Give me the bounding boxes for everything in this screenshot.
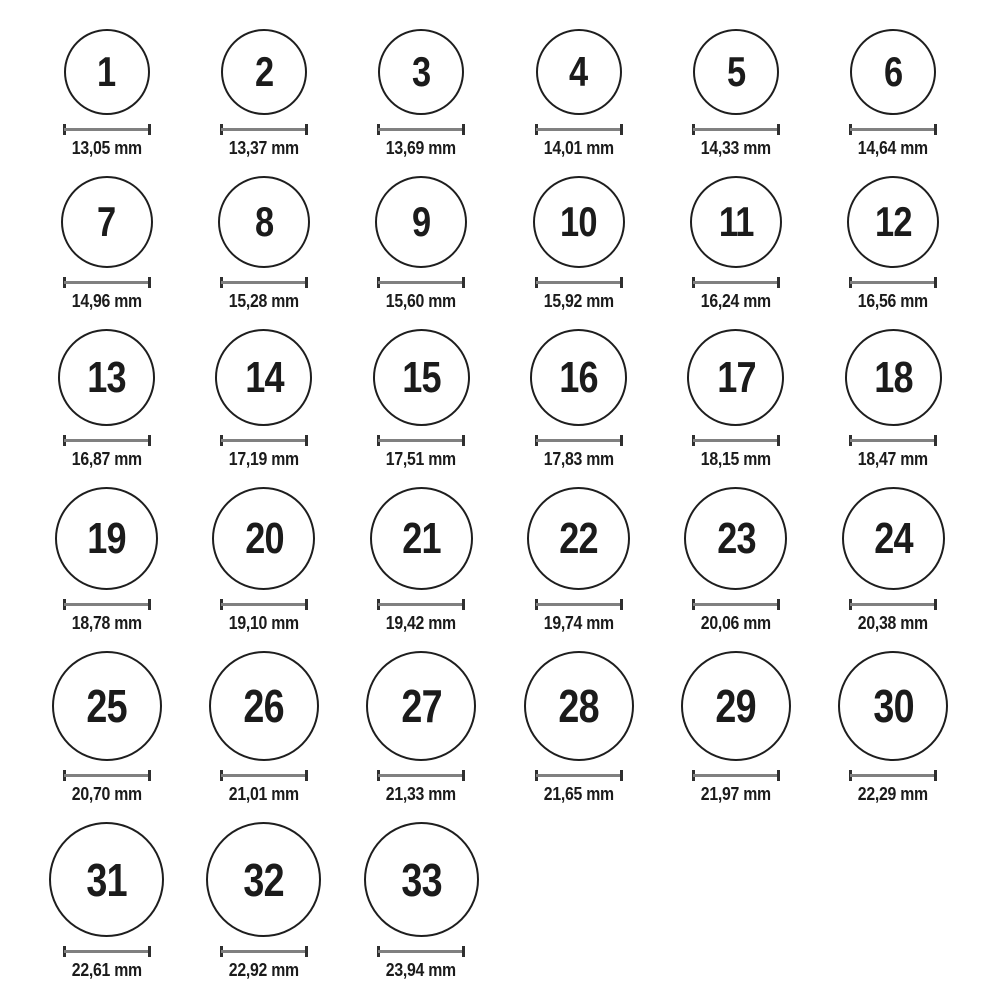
ring-circle [370, 487, 473, 590]
diameter-label: 21,33 mm [386, 784, 457, 804]
ring-circle [61, 176, 153, 268]
ring-size-number: 23 [716, 513, 756, 563]
ring-circle [527, 487, 630, 590]
ring-size-number: 20 [244, 513, 284, 563]
measure-tick-right-icon [620, 277, 623, 288]
ring-size-number: 3 [412, 48, 431, 95]
ring-size-item [690, 176, 782, 312]
ring-circle [49, 822, 164, 937]
ring-circle [687, 329, 784, 426]
ring-size-item [49, 822, 164, 981]
ring-circle [55, 487, 158, 590]
ring-circle [533, 176, 625, 268]
diameter-label: 18,78 mm [71, 613, 142, 633]
diameter-measure-line [63, 770, 151, 781]
ring-size-number: 14 [244, 352, 284, 402]
measure-tick-right-icon [148, 277, 151, 288]
diameter-measure-line [63, 946, 151, 957]
ring-circle [378, 29, 464, 115]
measure-tick-right-icon [934, 277, 937, 288]
diameter-label: 19,10 mm [228, 613, 300, 633]
ring-size-item [215, 329, 312, 470]
ring-size-item [530, 329, 627, 470]
diameter-measure-line [692, 435, 780, 446]
measure-line [693, 439, 779, 442]
measure-line [693, 128, 779, 131]
ring-size-item [220, 29, 308, 159]
ring-size-number: 29 [715, 680, 757, 732]
diameter-measure-line [692, 124, 780, 135]
ring-size-item [58, 329, 155, 470]
measure-line [378, 950, 464, 953]
measure-tick-right-icon [934, 124, 937, 135]
diameter-measure-line [220, 599, 308, 610]
ring-size-number: 15 [402, 352, 441, 402]
diameter-label: 21,01 mm [228, 784, 300, 804]
diameter-label: 17,19 mm [228, 449, 300, 469]
ring-circle [52, 651, 162, 761]
ring-size-number: 33 [401, 853, 442, 906]
diameter-measure-line [220, 946, 308, 957]
measure-tick-right-icon [620, 435, 623, 446]
diameter-label: 18,15 mm [700, 449, 772, 469]
ring-circle [838, 651, 948, 761]
ring-circle [206, 822, 321, 937]
measure-line [378, 439, 464, 442]
ring-size-item [61, 176, 153, 312]
ring-size-row-6 [28, 822, 972, 981]
diameter-measure-line [535, 435, 623, 446]
ring-size-number: 18 [874, 352, 913, 402]
measure-line [536, 281, 622, 284]
diameter-label: 13,05 mm [71, 138, 142, 158]
diameter-label: 21,97 mm [700, 784, 772, 804]
measure-line [693, 281, 779, 284]
diameter-measure-line [220, 124, 308, 135]
ring-size-number: 24 [874, 513, 913, 563]
measure-line [64, 439, 150, 442]
ring-circle [524, 651, 634, 761]
diameter-measure-line [63, 435, 151, 446]
measure-line [378, 128, 464, 131]
measure-tick-right-icon [462, 124, 465, 135]
ring-size-item [209, 651, 319, 805]
measure-line [221, 603, 307, 606]
ring-circle [536, 29, 622, 115]
diameter-measure-line [849, 599, 937, 610]
ring-circle [221, 29, 307, 115]
ring-size-number: 16 [559, 352, 598, 402]
measure-tick-right-icon [148, 946, 151, 957]
measure-tick-right-icon [305, 435, 308, 446]
measure-line [536, 128, 622, 131]
ring-size-number: 11 [718, 198, 754, 245]
measure-line [850, 281, 936, 284]
ring-circle [366, 651, 476, 761]
diameter-measure-line [535, 599, 623, 610]
diameter-label: 16,56 mm [858, 291, 929, 311]
measure-line [64, 128, 150, 131]
measure-tick-right-icon [462, 435, 465, 446]
ring-size-item [842, 487, 945, 634]
ring-circle [373, 329, 470, 426]
measure-line [693, 603, 779, 606]
diameter-measure-line [63, 599, 151, 610]
diameter-measure-line [849, 435, 937, 446]
diameter-label: 20,06 mm [700, 613, 772, 633]
ring-size-number: 13 [87, 352, 126, 402]
diameter-measure-line [535, 124, 623, 135]
diameter-measure-line [220, 435, 308, 446]
measure-line [378, 603, 464, 606]
ring-size-number: 25 [86, 680, 127, 732]
measure-line [378, 774, 464, 777]
ring-size-item [206, 822, 321, 981]
diameter-label: 15,28 mm [228, 291, 300, 311]
ring-size-item [681, 651, 791, 805]
ring-circle [681, 651, 791, 761]
diameter-label: 19,42 mm [386, 613, 457, 633]
measure-line [64, 281, 150, 284]
measure-tick-right-icon [620, 124, 623, 135]
measure-line [850, 774, 936, 777]
measure-tick-right-icon [777, 277, 780, 288]
ring-size-item [535, 29, 623, 159]
diameter-label: 16,24 mm [700, 291, 772, 311]
ring-size-item [692, 29, 780, 159]
ring-size-item [366, 651, 476, 805]
ring-size-number: 30 [873, 680, 914, 732]
measure-line [221, 281, 307, 284]
ring-size-number: 22 [559, 513, 598, 563]
diameter-label: 19,74 mm [543, 613, 614, 633]
measure-line [850, 439, 936, 442]
ring-size-item [212, 487, 315, 634]
ring-circle [690, 176, 782, 268]
ring-size-item [52, 651, 162, 805]
measure-tick-right-icon [305, 599, 308, 610]
ring-size-number: 28 [558, 680, 599, 732]
ring-circle [375, 176, 467, 268]
diameter-measure-line [692, 770, 780, 781]
measure-tick-right-icon [777, 435, 780, 446]
measure-line [536, 603, 622, 606]
diameter-label: 22,29 mm [858, 784, 929, 804]
measure-tick-right-icon [620, 599, 623, 610]
diameter-measure-line [377, 770, 465, 781]
ring-size-number: 21 [402, 513, 441, 563]
ring-size-item [63, 29, 151, 159]
measure-line [221, 950, 307, 953]
diameter-measure-line [692, 599, 780, 610]
ring-size-number: 26 [243, 680, 285, 732]
ring-size-item [218, 176, 310, 312]
diameter-label: 22,61 mm [71, 960, 142, 980]
measure-line [64, 774, 150, 777]
measure-tick-right-icon [148, 599, 151, 610]
ring-size-item [370, 487, 473, 634]
ring-size-item [377, 29, 465, 159]
ring-size-row-5 [28, 651, 972, 805]
diameter-label: 16,87 mm [71, 449, 142, 469]
diameter-measure-line [849, 277, 937, 288]
ring-size-number: 4 [569, 48, 588, 95]
measure-tick-right-icon [462, 277, 465, 288]
ring-size-number: 8 [254, 198, 274, 245]
measure-tick-right-icon [148, 124, 151, 135]
measure-line [536, 439, 622, 442]
diameter-measure-line [377, 435, 465, 446]
diameter-label: 14,96 mm [71, 291, 142, 311]
ring-size-item [687, 329, 784, 470]
diameter-measure-line [849, 124, 937, 135]
measure-tick-right-icon [620, 770, 623, 781]
measure-line [850, 128, 936, 131]
ring-size-number: 2 [254, 48, 274, 95]
diameter-measure-line [535, 277, 623, 288]
measure-tick-right-icon [462, 770, 465, 781]
diameter-label: 14,33 mm [700, 138, 772, 158]
diameter-measure-line [377, 599, 465, 610]
diameter-label: 17,51 mm [386, 449, 457, 469]
ring-circle [693, 29, 779, 115]
ring-circle [842, 487, 945, 590]
diameter-measure-line [63, 277, 151, 288]
measure-tick-right-icon [934, 599, 937, 610]
measure-line [64, 950, 150, 953]
measure-tick-right-icon [934, 770, 937, 781]
diameter-label: 20,70 mm [71, 784, 142, 804]
ring-size-row-1 [28, 29, 972, 159]
ring-size-item [527, 487, 630, 634]
ring-size-number: 6 [884, 48, 903, 95]
ring-size-number: 19 [87, 513, 126, 563]
diameter-label: 13,37 mm [228, 138, 300, 158]
diameter-measure-line [849, 770, 937, 781]
measure-tick-right-icon [777, 124, 780, 135]
measure-tick-right-icon [777, 770, 780, 781]
ring-circle [845, 329, 942, 426]
ring-size-row-3 [28, 329, 972, 470]
ring-size-number: 27 [401, 680, 442, 732]
measure-tick-right-icon [777, 599, 780, 610]
measure-tick-right-icon [462, 599, 465, 610]
measure-line [221, 128, 307, 131]
ring-circle [684, 487, 787, 590]
diameter-label: 23,94 mm [386, 960, 457, 980]
measure-line [693, 774, 779, 777]
ring-size-number: 1 [97, 48, 116, 95]
diameter-label: 14,01 mm [543, 138, 614, 158]
diameter-label: 20,38 mm [858, 613, 929, 633]
ring-size-item [375, 176, 467, 312]
diameter-measure-line [377, 124, 465, 135]
ring-circle [212, 487, 315, 590]
ring-size-item [364, 822, 479, 981]
measure-line [850, 603, 936, 606]
diameter-label: 18,47 mm [858, 449, 929, 469]
ring-size-item [849, 29, 937, 159]
ring-size-item [684, 487, 787, 634]
measure-tick-right-icon [934, 435, 937, 446]
ring-size-number: 31 [86, 853, 127, 906]
ring-size-item [845, 329, 942, 470]
ring-size-number: 17 [716, 352, 756, 402]
diameter-label: 14,64 mm [858, 138, 929, 158]
measure-line [378, 281, 464, 284]
diameter-measure-line [692, 277, 780, 288]
diameter-label: 21,65 mm [543, 784, 614, 804]
ring-circle [364, 822, 479, 937]
diameter-label: 13,69 mm [386, 138, 457, 158]
ring-circle [64, 29, 150, 115]
ring-circle [215, 329, 312, 426]
ring-size-number: 32 [243, 853, 285, 906]
measure-tick-right-icon [305, 770, 308, 781]
ring-size-number: 10 [560, 198, 597, 245]
ring-size-row-2 [28, 176, 972, 312]
ring-circle [209, 651, 319, 761]
ring-size-number: 12 [874, 198, 912, 245]
ring-circle [218, 176, 310, 268]
ring-size-row-4 [28, 487, 972, 634]
ring-size-chart [28, 0, 972, 981]
ring-circle [847, 176, 939, 268]
ring-size-item [847, 176, 939, 312]
measure-line [536, 774, 622, 777]
ring-size-number: 5 [726, 48, 746, 95]
diameter-label: 17,83 mm [543, 449, 614, 469]
diameter-measure-line [63, 124, 151, 135]
measure-tick-right-icon [305, 946, 308, 957]
ring-circle [58, 329, 155, 426]
measure-tick-right-icon [148, 435, 151, 446]
ring-circle [850, 29, 936, 115]
measure-line [221, 439, 307, 442]
measure-tick-right-icon [305, 277, 308, 288]
diameter-label: 22,92 mm [228, 960, 300, 980]
diameter-measure-line [220, 277, 308, 288]
diameter-measure-line [377, 277, 465, 288]
ring-size-item [838, 651, 948, 805]
measure-tick-right-icon [305, 124, 308, 135]
diameter-measure-line [377, 946, 465, 957]
ring-size-item [55, 487, 158, 634]
measure-line [64, 603, 150, 606]
diameter-measure-line [535, 770, 623, 781]
ring-size-item [533, 176, 625, 312]
measure-line [221, 774, 307, 777]
ring-size-item [373, 329, 470, 470]
measure-tick-right-icon [148, 770, 151, 781]
ring-size-number: 7 [97, 198, 116, 245]
ring-size-number: 9 [412, 198, 431, 245]
ring-circle [530, 329, 627, 426]
diameter-label: 15,92 mm [543, 291, 614, 311]
measure-tick-right-icon [462, 946, 465, 957]
ring-size-item [524, 651, 634, 805]
diameter-label: 15,60 mm [386, 291, 457, 311]
diameter-measure-line [220, 770, 308, 781]
